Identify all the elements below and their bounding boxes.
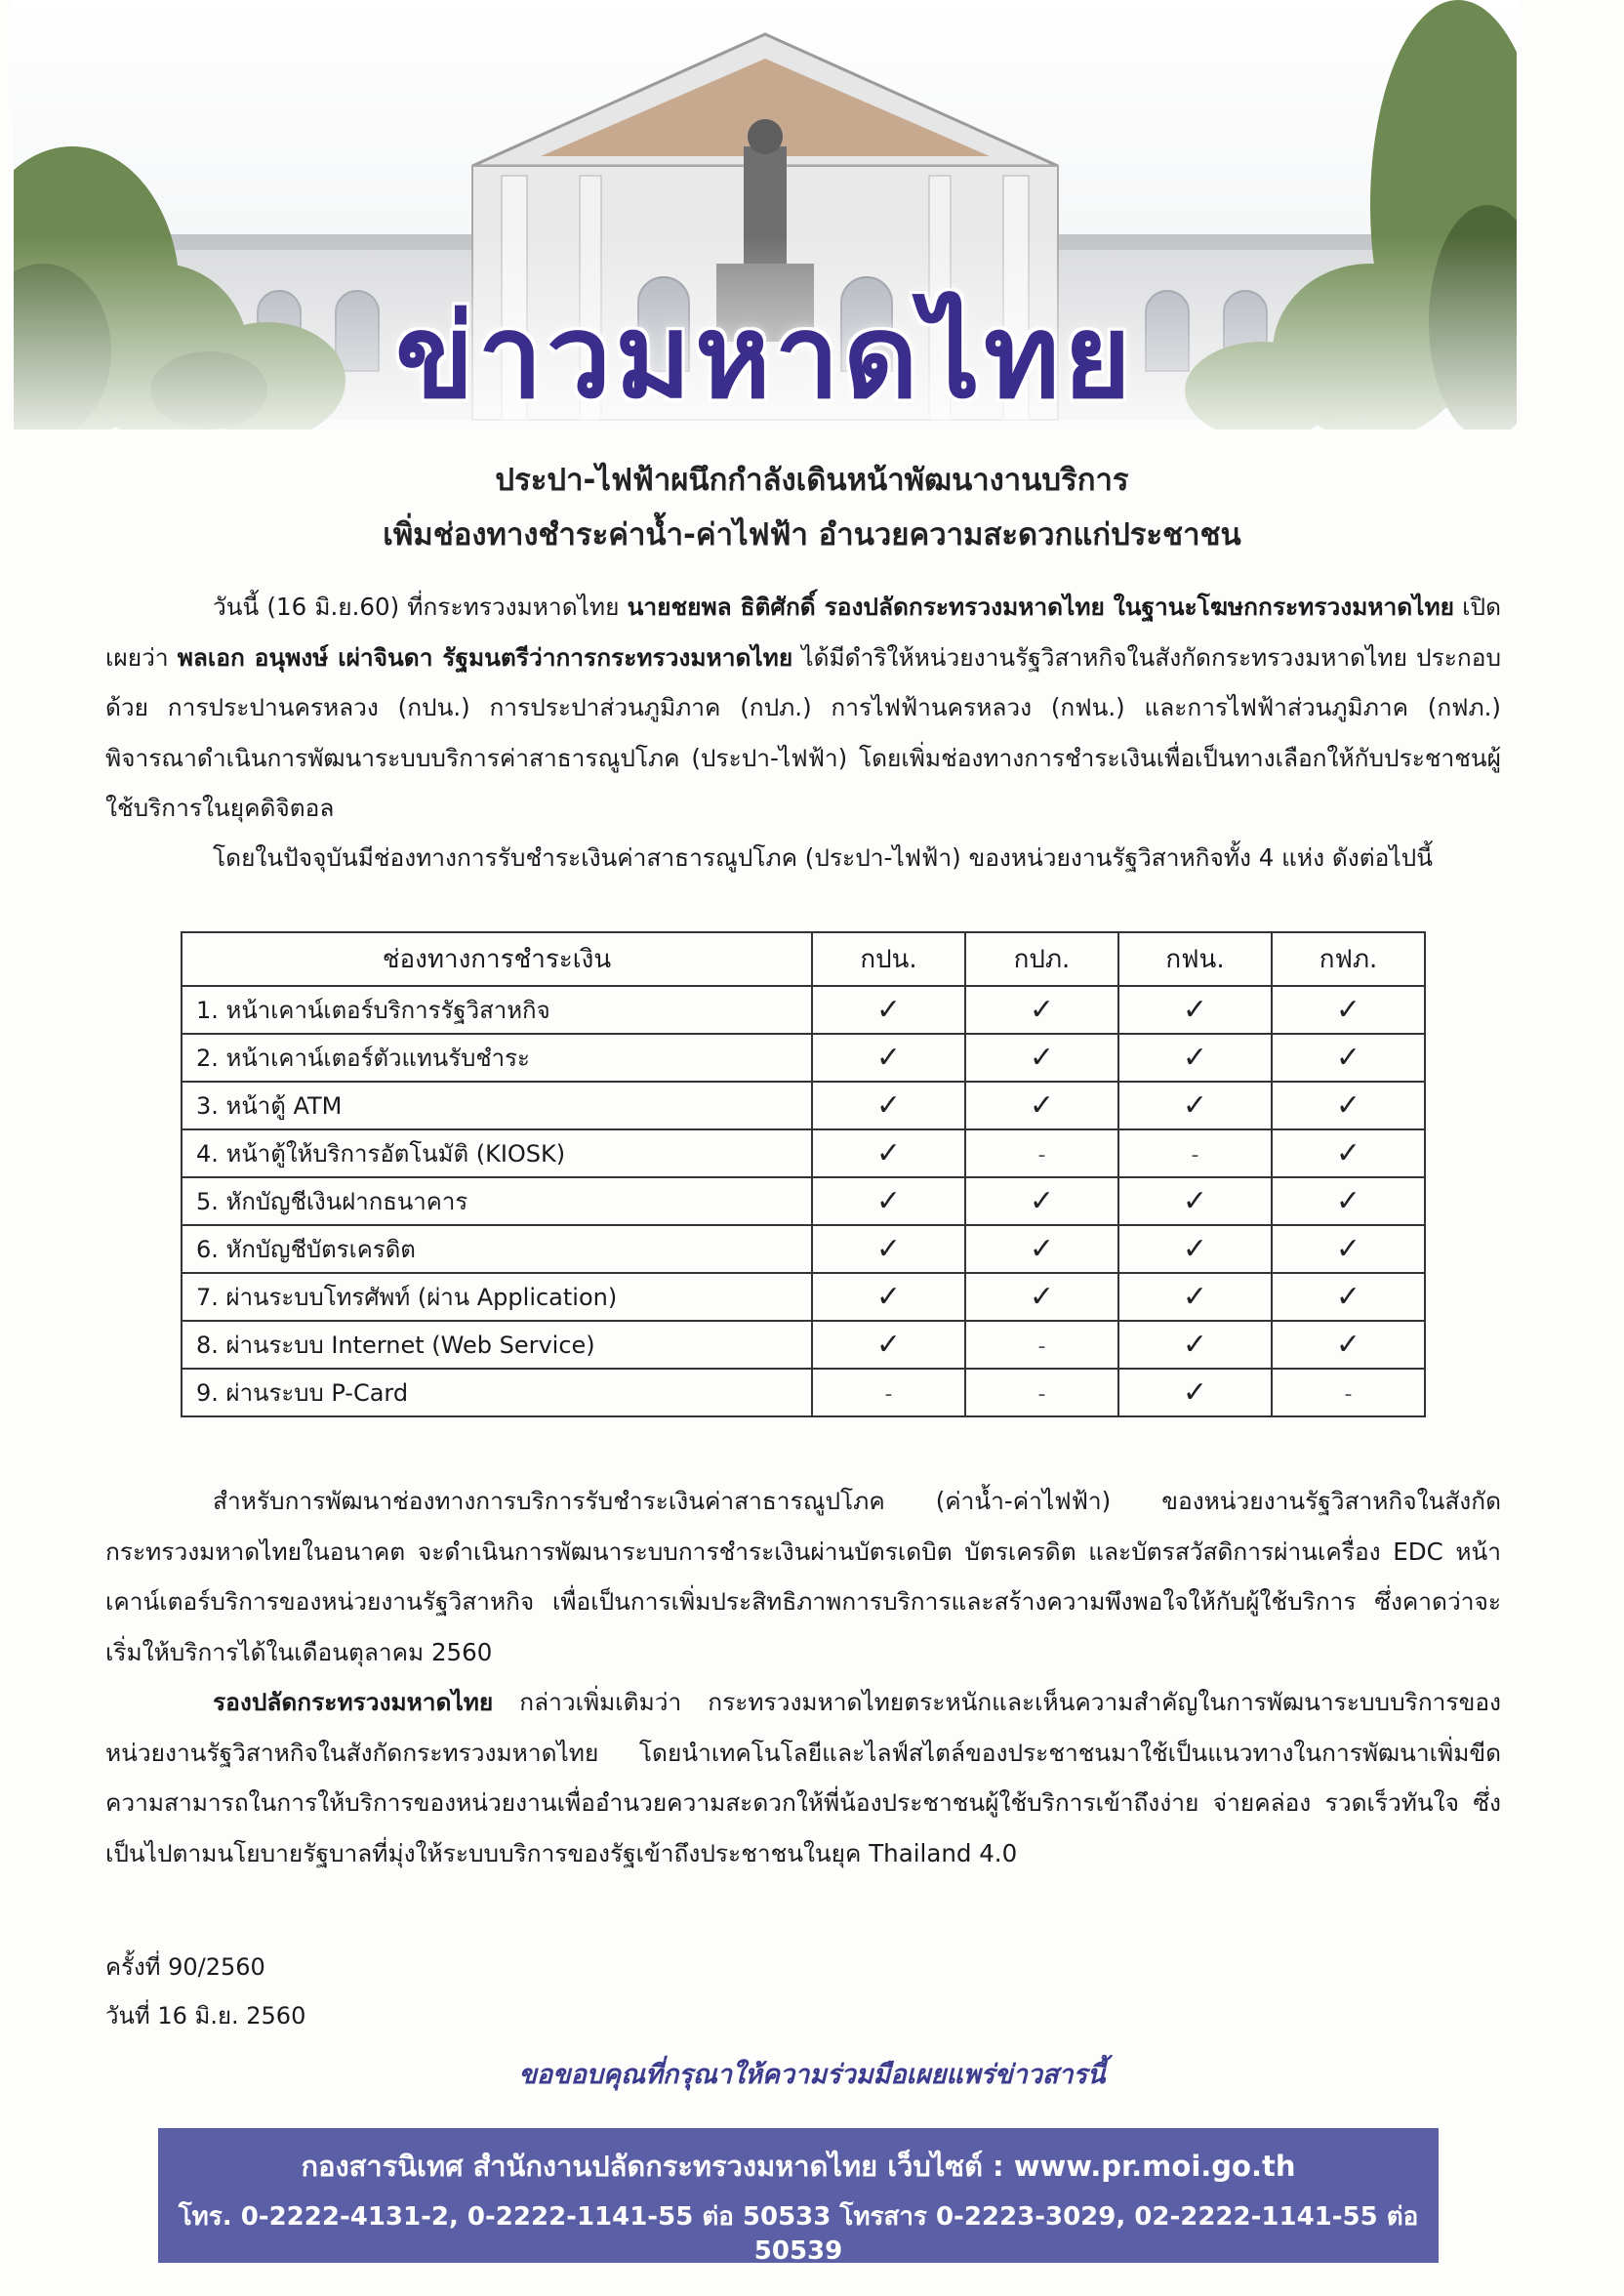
cell-pwa: [965, 1321, 1118, 1369]
check-icon: ✓: [875, 1041, 902, 1075]
cell-mea: [1118, 1034, 1272, 1082]
cell-pwa: [965, 1177, 1118, 1225]
paragraph-1: [105, 582, 1501, 834]
dash-mark: -: [1037, 1381, 1046, 1407]
cell-mea: [1118, 1321, 1272, 1369]
check-icon: ✓: [1029, 1088, 1055, 1123]
check-icon: ✓: [1182, 1184, 1208, 1218]
check-icon: ✓: [1335, 1328, 1361, 1362]
check-icon: ✓: [1335, 1088, 1361, 1123]
footer-org-website: กองสารนิเทศ สำนักงานปลัดกระทรวงมหาดไทย เว็บไซต์ : www.pr.moi.go.th: [301, 2150, 1296, 2183]
dash-mark: -: [1037, 1142, 1046, 1168]
table-header-row: [182, 932, 1425, 986]
paragraph-2: โดยในปัจจุบันมีช่องทางการรับชำระเงินค่าสาธารณูปโภค (ประปา-ไฟฟ้า) ของหน่วยงานรัฐวิสาหกิจทั้ง 4 แห่ง ดังต่อไปนี้: [213, 843, 1433, 872]
cell-pea: [1272, 1273, 1425, 1321]
cell-mwa: [812, 1225, 965, 1273]
payment-channels-table: [181, 931, 1426, 1417]
cell-mea: [1118, 1225, 1272, 1273]
cell-pea: [1272, 1177, 1425, 1225]
headline-line-2: เพิ่มช่องทางชำระค่าน้ำ-ค่าไฟฟ้า อำนวยความสะดวกแก่ประชาชน: [383, 517, 1241, 553]
check-icon: ✓: [1029, 1280, 1055, 1314]
check-icon: ✓: [1335, 1041, 1361, 1075]
check-icon: ✓: [1335, 1136, 1361, 1170]
cell-mwa: [812, 1273, 965, 1321]
cell-mea: [1118, 1273, 1272, 1321]
cell-pwa: [965, 1369, 1118, 1416]
table-row: [182, 1034, 1425, 1082]
cell-mwa: [812, 1177, 965, 1225]
channel-label: 6. หักบัญชีบัตรเครดิต: [182, 1225, 812, 1273]
masthead-title: ข่าวมหาดไทย: [395, 289, 1135, 424]
check-icon: ✓: [875, 1184, 902, 1218]
cell-pea: [1272, 1369, 1425, 1416]
cell-mwa: [812, 1129, 965, 1177]
cell-pea: [1272, 986, 1425, 1034]
cell-mea: [1118, 1369, 1272, 1416]
cell-mea: [1118, 1177, 1272, 1225]
check-icon: ✓: [875, 1328, 902, 1362]
cell-pwa: [965, 986, 1118, 1034]
check-icon: ✓: [1029, 993, 1055, 1027]
para1-text-e: ได้มีดำริให้หน่วยงานรัฐวิสาหกิจในสังกัดกระทรวงมหาดไทย ประกอบด้วย การประปานครหลวง (กปน.) การประปาส่วนภูมิภาค (กปภ.) การไฟฟ้านครหลวง (กฟน.) และการไฟฟ้าส่วนภูมิภาค (กฟภ.) พิจารณาดำเนินการพัฒนาระบบบริการค่าสาธารณูปโภค (ประปา-ไฟฟ้า) โดยเพิ่มช่องทางการชำระเงินเพื่อเป็นทางเลือกให้กับประชาชนผู้ใช้บริการในยุคดิจิตอล: [105, 642, 1501, 822]
check-icon: ✓: [1335, 1280, 1361, 1314]
dash-mark: -: [1344, 1381, 1353, 1407]
channel-label: 7. ผ่านระบบโทรศัพท์ (ผ่าน Application): [182, 1273, 812, 1321]
cell-pwa: [965, 1273, 1118, 1321]
table-row: [182, 1273, 1425, 1321]
col-header-pwa: กปภ.: [965, 932, 1118, 986]
table-row: [182, 1321, 1425, 1369]
col-header-pea: กฟภ.: [1272, 932, 1425, 986]
check-icon: ✓: [1182, 1375, 1208, 1410]
check-icon: ✓: [875, 1088, 902, 1123]
check-icon: ✓: [1029, 1184, 1055, 1218]
check-icon: ✓: [1182, 1328, 1208, 1362]
col-header-mwa: กปน.: [812, 932, 965, 986]
check-icon: ✓: [1182, 1041, 1208, 1075]
paragraph-4: [105, 1677, 1501, 1878]
issue-number: ครั้งที่ 90/2560: [105, 1953, 265, 1981]
channel-label: 1. หน้าเคาน์เตอร์บริการรัฐวิสาหกิจ: [182, 986, 812, 1034]
check-icon: ✓: [1029, 1041, 1055, 1075]
col-header-channel: ช่องทางการชำระเงิน: [182, 932, 812, 986]
cell-mwa: [812, 1034, 965, 1082]
dash-mark: -: [1037, 1333, 1046, 1359]
para1-text-a: วันนี้ (16 มิ.ย.60) ที่กระทรวงมหาดไทย: [213, 593, 628, 621]
check-icon: ✓: [875, 1280, 902, 1314]
cell-mwa: [812, 1082, 965, 1129]
table-row: [182, 1369, 1425, 1416]
table-row: [182, 1225, 1425, 1273]
cell-pwa: [965, 1129, 1118, 1177]
channel-label: 2. หน้าเคาน์เตอร์ตัวแทนรับชำระ: [182, 1034, 812, 1082]
issue-date: วันที่ 16 มิ.ย. 2560: [105, 2002, 306, 2030]
cell-pwa: [965, 1225, 1118, 1273]
header-banner: [14, 0, 1517, 430]
channel-label: 5. หักบัญชีเงินฝากธนาคาร: [182, 1177, 812, 1225]
para4-text: กล่าวเพิ่มเติมว่า กระทรวงมหาดไทยตระหนักและเห็นความสำคัญในการพัฒนาระบบบริการของหน่วยงานรัฐวิสาหกิจในสังกัดกระทรวงมหาดไทย โดยนำเทคโนโลยีและไลฟ์สไตล์ของประชาชนมาใช้เป็นแนวทางในการพัฒนาเพิ่มขีดความสามารถในการให้บริการของหน่วยงานเพื่ออำนวยความสะดวกให้พี่น้องประชาชนผู้ใช้บริการเข้าถึงง่าย จ่ายคล่อง รวดเร็วทันใจ ซึ่งเป็นไปตามนโยบายรัฐบาลที่มุ่งให้ระบบบริการของรัฐเข้าถึงประชาชนในยุค Thailand 4.0: [105, 1688, 1501, 1867]
dash-mark: -: [1191, 1142, 1199, 1168]
thanks-note: ขอขอบคุณที่กรุณาให้ความร่วมมือเผยแพร่ข่าวสารนี้: [518, 2060, 1106, 2090]
cell-mea: [1118, 986, 1272, 1034]
para1-text-c: เปิดเผยว่า: [105, 593, 1502, 672]
channel-label: 9. ผ่านระบบ P-Card: [182, 1369, 812, 1416]
check-icon: ✓: [1182, 993, 1208, 1027]
cell-pea: [1272, 1082, 1425, 1129]
channel-label: 8. ผ่านระบบ Internet (Web Service): [182, 1321, 812, 1369]
check-icon: ✓: [1335, 1232, 1361, 1266]
check-icon: ✓: [875, 993, 902, 1027]
table-row: [182, 1082, 1425, 1129]
footer-contact-numbers: โทร. 0-2222-4131-2, 0-2222-1141-55 ต่อ 50533 โทรสาร 0-2223-3029, 02-2222-1141-55 ต่อ 50539: [178, 2202, 1419, 2266]
check-icon: ✓: [875, 1136, 902, 1170]
cell-pwa: [965, 1082, 1118, 1129]
cell-mwa: [812, 1321, 965, 1369]
check-icon: ✓: [1182, 1280, 1208, 1314]
cell-mea: [1118, 1082, 1272, 1129]
paragraph-3: สำหรับการพัฒนาช่องทางการบริการรับชำระเงินค่าสาธารณูปโภค (ค่าน้ำ-ค่าไฟฟ้า) ของหน่วยงานรัฐวิสาหกิจในสังกัดกระทรวงมหาดไทยในอนาคต จะดำเนินการพัฒนาระบบการชำระเงินผ่านบัตรเดบิต บัตรเครดิต และบัตรสวัสดิการผ่านเครื่อง EDC หน้าเคาน์เตอร์บริการของหน่วยงานรัฐวิสาหกิจ เพื่อเป็นการเพิ่มประสิทธิภาพการบริการและสร้างความพึงพอใจให้กับผู้ใช้บริการ ซึ่งคาดว่าจะเริ่มให้บริการได้ในเดือนตุลาคม 2560: [105, 1487, 1501, 1666]
check-icon: ✓: [1029, 1232, 1055, 1266]
col-header-mea: กฟน.: [1118, 932, 1272, 986]
check-icon: ✓: [875, 1232, 902, 1266]
check-icon: ✓: [1182, 1088, 1208, 1123]
cell-pea: [1272, 1129, 1425, 1177]
check-icon: ✓: [1335, 993, 1361, 1027]
cell-mwa: [812, 1369, 965, 1416]
cell-pea: [1272, 1034, 1425, 1082]
para1-minister-name: พลเอก อนุพงษ์ เผ่าจินดา รัฐมนตรีว่าการกระทรวงมหาดไทย: [177, 642, 793, 672]
channel-label: 4. หน้าตู้ให้บริการอัตโนมัติ (KIOSK): [182, 1129, 812, 1177]
dash-mark: -: [884, 1381, 893, 1407]
table-row: [182, 986, 1425, 1034]
check-icon: ✓: [1335, 1184, 1361, 1218]
headline-line-1: ประปา-ไฟฟ้าผนึกกำลังเดินหน้าพัฒนางานบริการ: [495, 463, 1129, 498]
cell-pwa: [965, 1034, 1118, 1082]
table-row: [182, 1129, 1425, 1177]
cell-pea: [1272, 1225, 1425, 1273]
cell-pea: [1272, 1321, 1425, 1369]
check-icon: ✓: [1182, 1232, 1208, 1266]
para4-official-title: รองปลัดกระทรวงมหาดไทย: [213, 1688, 494, 1716]
cell-mea: [1118, 1129, 1272, 1177]
channel-label: 3. หน้าตู้ ATM: [182, 1082, 812, 1129]
table-row: [182, 1177, 1425, 1225]
cell-mwa: [812, 986, 965, 1034]
para1-official-name: นายชยพล ธิติศักดิ์ รองปลัดกระทรวงมหาดไทย ในฐานะโฆษกกระทรวงมหาดไทย: [627, 593, 1454, 621]
